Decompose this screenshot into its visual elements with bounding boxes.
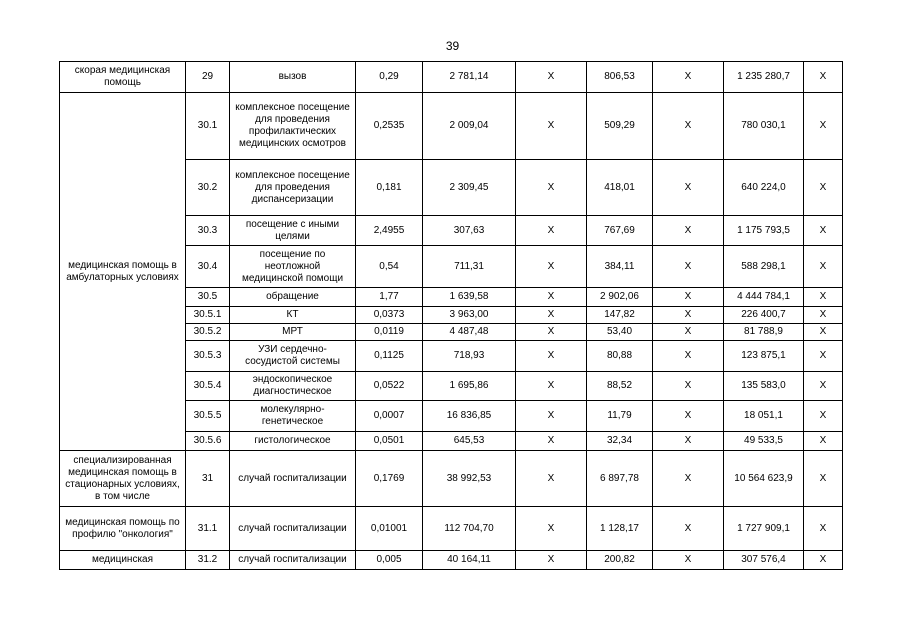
x-cell: X [653, 451, 724, 507]
cost-cell: 40 164,11 [423, 551, 516, 570]
x-cell: X [804, 160, 843, 216]
total-cell: 18 051,1 [724, 401, 804, 432]
code-cell: 31 [186, 451, 230, 507]
table-row [60, 507, 843, 551]
norm-cell: 0,005 [356, 551, 423, 570]
unit-cell: гистологическое [230, 432, 356, 451]
x-cell: X [516, 551, 587, 570]
total-cell: 640 224,0 [724, 160, 804, 216]
total-cell: 588 298,1 [724, 246, 804, 288]
table-row [60, 551, 843, 570]
x-cell: X [516, 324, 587, 341]
norm-cell: 0,181 [356, 160, 423, 216]
cost-cell: 1 695,86 [423, 372, 516, 401]
x-cell: X [653, 246, 724, 288]
norm-cell: 0,0522 [356, 372, 423, 401]
unit-cell: случай госпитализации [230, 451, 356, 507]
category-cell: медицинская помощь в амбулаторных условиях [60, 93, 186, 451]
total-cell: 1 727 909,1 [724, 507, 804, 551]
unit-cell: комплексное посещение для проведения диспансеризации [230, 160, 356, 216]
code-cell: 30.5.1 [186, 307, 230, 324]
total-cell: 135 583,0 [724, 372, 804, 401]
x-cell: X [653, 507, 724, 551]
x-cell: X [516, 288, 587, 307]
total-cell: 307 576,4 [724, 551, 804, 570]
x-cell: X [653, 401, 724, 432]
per-capita-cell: 2 902,06 [587, 288, 653, 307]
x-cell: X [653, 216, 724, 246]
code-cell: 30.5.2 [186, 324, 230, 341]
unit-cell: молекулярно-генетическое [230, 401, 356, 432]
x-cell: X [804, 451, 843, 507]
code-cell: 30.4 [186, 246, 230, 288]
cost-cell: 2 309,45 [423, 160, 516, 216]
per-capita-cell: 88,52 [587, 372, 653, 401]
table-row [60, 93, 843, 160]
table-row [60, 62, 843, 93]
norm-cell: 0,1125 [356, 341, 423, 372]
norm-cell: 0,29 [356, 62, 423, 93]
code-cell: 30.3 [186, 216, 230, 246]
total-cell: 4 444 784,1 [724, 288, 804, 307]
norm-cell: 0,01001 [356, 507, 423, 551]
data-table [59, 61, 843, 570]
x-cell: X [653, 93, 724, 160]
unit-cell: обращение [230, 288, 356, 307]
table-row [60, 451, 843, 507]
code-cell: 30.5.5 [186, 401, 230, 432]
x-cell: X [653, 432, 724, 451]
category-cell: медицинская помощь по профилю "онкология" [60, 507, 186, 551]
code-cell: 31.2 [186, 551, 230, 570]
x-cell: X [804, 372, 843, 401]
x-cell: X [653, 551, 724, 570]
x-cell: X [653, 288, 724, 307]
norm-cell: 0,2535 [356, 93, 423, 160]
x-cell: X [804, 246, 843, 288]
x-cell: X [653, 341, 724, 372]
per-capita-cell: 767,69 [587, 216, 653, 246]
x-cell: X [516, 432, 587, 451]
x-cell: X [804, 432, 843, 451]
total-cell: 1 175 793,5 [724, 216, 804, 246]
x-cell: X [804, 93, 843, 160]
code-cell: 30.5.4 [186, 372, 230, 401]
x-cell: X [653, 324, 724, 341]
x-cell: X [516, 216, 587, 246]
total-cell: 10 564 623,9 [724, 451, 804, 507]
norm-cell: 0,54 [356, 246, 423, 288]
unit-cell: посещение с иными целями [230, 216, 356, 246]
category-cell: скорая медицинская помощь [60, 62, 186, 93]
cost-cell: 16 836,85 [423, 401, 516, 432]
unit-cell: эндоскопическое диагностическое [230, 372, 356, 401]
total-cell: 81 788,9 [724, 324, 804, 341]
unit-cell: комплексное посещение для проведения профилактических медицинских осмотров [230, 93, 356, 160]
cost-cell: 307,63 [423, 216, 516, 246]
per-capita-cell: 509,29 [587, 93, 653, 160]
cost-cell: 2 009,04 [423, 93, 516, 160]
cost-cell: 711,31 [423, 246, 516, 288]
unit-cell: случай госпитализации [230, 551, 356, 570]
total-cell: 49 533,5 [724, 432, 804, 451]
x-cell: X [516, 93, 587, 160]
per-capita-cell: 806,53 [587, 62, 653, 93]
total-cell: 1 235 280,7 [724, 62, 804, 93]
code-cell: 30.1 [186, 93, 230, 160]
x-cell: X [653, 307, 724, 324]
cost-cell: 1 639,58 [423, 288, 516, 307]
total-cell: 780 030,1 [724, 93, 804, 160]
page-number: 39 [445, 39, 460, 53]
cost-cell: 3 963,00 [423, 307, 516, 324]
per-capita-cell: 418,01 [587, 160, 653, 216]
x-cell: X [804, 401, 843, 432]
x-cell: X [516, 246, 587, 288]
cost-cell: 4 487,48 [423, 324, 516, 341]
x-cell: X [804, 507, 843, 551]
x-cell: X [653, 62, 724, 93]
code-cell: 30.2 [186, 160, 230, 216]
per-capita-cell: 32,34 [587, 432, 653, 451]
cost-cell: 645,53 [423, 432, 516, 451]
norm-cell: 2,4955 [356, 216, 423, 246]
cost-cell: 112 704,70 [423, 507, 516, 551]
unit-cell: МРТ [230, 324, 356, 341]
x-cell: X [516, 62, 587, 93]
unit-cell: посещение по неотложной медицинской помощи [230, 246, 356, 288]
x-cell: X [804, 62, 843, 93]
x-cell: X [516, 307, 587, 324]
x-cell: X [516, 507, 587, 551]
total-cell: 226 400,7 [724, 307, 804, 324]
x-cell: X [516, 451, 587, 507]
total-cell: 123 875,1 [724, 341, 804, 372]
norm-cell: 0,0373 [356, 307, 423, 324]
per-capita-cell: 80,88 [587, 341, 653, 372]
x-cell: X [804, 216, 843, 246]
x-cell: X [516, 372, 587, 401]
per-capita-cell: 1 128,17 [587, 507, 653, 551]
category-cell: медицинская [60, 551, 186, 570]
code-cell: 30.5.3 [186, 341, 230, 372]
per-capita-cell: 53,40 [587, 324, 653, 341]
norm-cell: 1,77 [356, 288, 423, 307]
per-capita-cell: 200,82 [587, 551, 653, 570]
norm-cell: 0,0007 [356, 401, 423, 432]
per-capita-cell: 11,79 [587, 401, 653, 432]
x-cell: X [516, 341, 587, 372]
x-cell: X [516, 401, 587, 432]
cost-cell: 718,93 [423, 341, 516, 372]
code-cell: 30.5 [186, 288, 230, 307]
code-cell: 31.1 [186, 507, 230, 551]
per-capita-cell: 147,82 [587, 307, 653, 324]
norm-cell: 0,0119 [356, 324, 423, 341]
unit-cell: УЗИ сердечно-сосудистой системы [230, 341, 356, 372]
x-cell: X [653, 160, 724, 216]
unit-cell: КТ [230, 307, 356, 324]
x-cell: X [804, 307, 843, 324]
x-cell: X [804, 288, 843, 307]
x-cell: X [804, 324, 843, 341]
cost-cell: 2 781,14 [423, 62, 516, 93]
code-cell: 30.5.6 [186, 432, 230, 451]
x-cell: X [804, 341, 843, 372]
per-capita-cell: 384,11 [587, 246, 653, 288]
x-cell: X [653, 372, 724, 401]
per-capita-cell: 6 897,78 [587, 451, 653, 507]
category-cell: специализированная медицинская помощь в стационарных условиях, в том числе [60, 451, 186, 507]
x-cell: X [516, 160, 587, 216]
unit-cell: случай госпитализации [230, 507, 356, 551]
x-cell: X [804, 551, 843, 570]
norm-cell: 0,1769 [356, 451, 423, 507]
norm-cell: 0,0501 [356, 432, 423, 451]
unit-cell: вызов [230, 62, 356, 93]
code-cell: 29 [186, 62, 230, 93]
cost-cell: 38 992,53 [423, 451, 516, 507]
